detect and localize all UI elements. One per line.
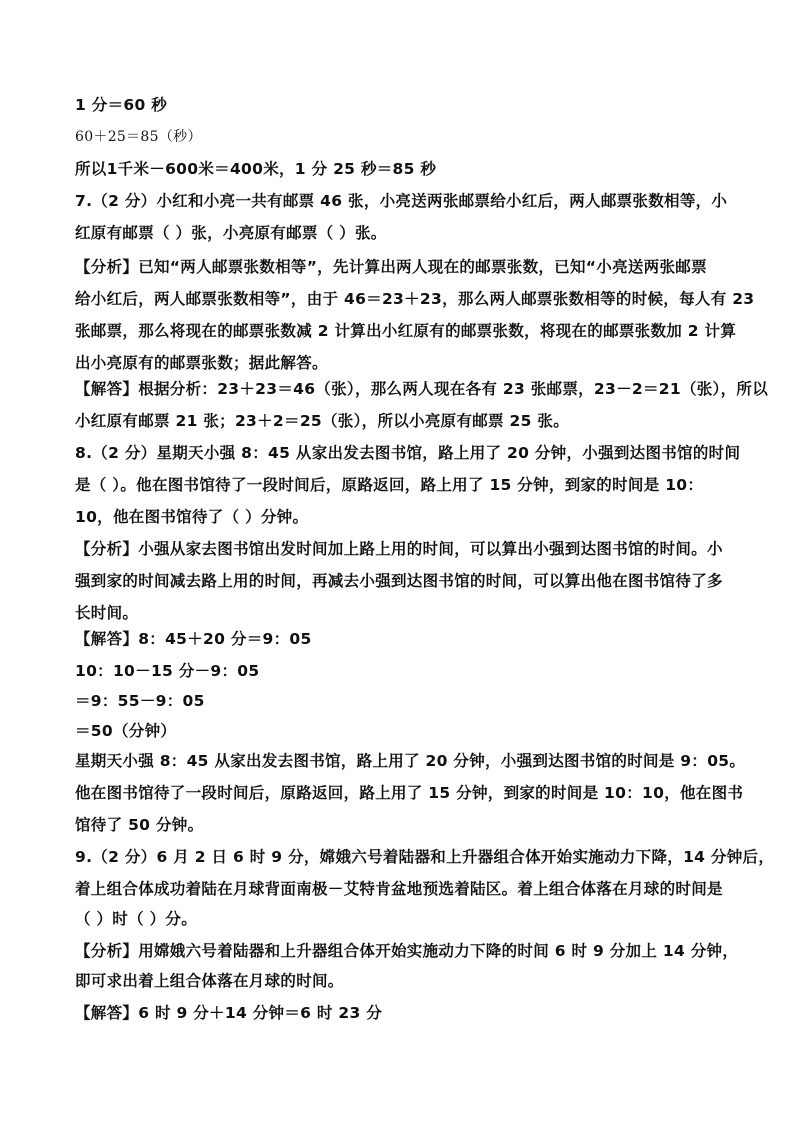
question-9-line: 9.（2 分）6 月 2 日 6 时 9 分，嫦娥六号着陆器和上升器组合体开始实施动力下降，14 分钟后， [75,848,775,866]
calculation-line: 10：10－15 分－9：05 [75,662,260,680]
equation-line: 60＋25＝85（秒） [75,129,202,145]
answer-line: 小红原有邮票 21 张；23＋2＝25（张），所以小亮原有邮票 25 张。 [75,412,570,430]
answer-line: 馆待了 50 分钟。 [75,816,204,834]
question-7-line: 红原有邮票（ ）张，小亮原有邮票（ ）张。 [75,224,387,242]
analysis-line: 【分析】用嫦娥六号着陆器和上升器组合体开始实施动力下降的时间 6 时 9 分加上 14 分钟， [75,942,739,960]
text-line: 1 分＝60 秒 [75,96,168,114]
question-8-line: 10，他在图书馆待了（ ）分钟。 [75,508,309,526]
analysis-line: 【分析】已知“两人邮票张数相等”，先计算出两人现在的邮票张数，已知“小亮送两张邮票 [75,258,707,276]
question-8-line: 是（ ）。他在图书馆待了一段时间后，原路返回，路上用了 15 分钟，到家的时间是 10： [75,476,704,494]
answer-line: 【解答】6 时 9 分＋14 分钟＝6 时 23 分 [75,1004,383,1022]
answer-line: 他在图书馆待了一段时间后，原路返回，路上用了 15 分钟，到家的时间是 10：10，他在图书 [75,784,744,802]
calculation-line: ＝9：55－9：05 [75,692,205,710]
calculation-line: ＝50（分钟） [75,722,177,740]
analysis-line: 张邮票，那么将现在的邮票张数减 2 计算出小红原有的邮票张数，将现在的邮票张数加 2 计算 [75,322,737,340]
analysis-line: 给小红后，两人邮票张数相等”，由于 46＝23＋23，那么两人邮票张数相等的时候，每人有 23 [75,290,755,308]
question-9-line: 着上组合体成功着陆在月球背面南极－艾特肯盆地预选着陆区。着上组合体落在月球的时间是 [75,880,723,898]
analysis-line: 【分析】小强从家去图书馆出发时间加上路上用的时间，可以算出小强到达图书馆的时间。小 [75,540,723,558]
analysis-line: 强到家的时间减去路上用的时间，再减去小强到达图书馆的时间，可以算出他在图书馆待了多 [75,572,723,590]
text-line: 所以1千米－600米＝400米，1 分 25 秒＝85 秒 [75,160,437,178]
answer-line: 【解答】8：45＋20 分＝9：05 [75,630,312,648]
question-7-line: 7.（2 分）小红和小亮一共有邮票 46 张，小亮送两张邮票给小红后，两人邮票张数相等，小 [75,192,728,210]
analysis-line: 出小亮原有的邮票张数；据此解答。 [75,354,328,372]
question-8-line: 8.（2 分）星期天小强 8：45 从家出发去图书馆，路上用了 20 分钟，小强到达图书馆的时间 [75,444,741,462]
answer-line: 【解答】根据分析：23＋23＝46（张），那么两人现在各有 23 张邮票，23－2＝21（张），所以 [75,380,768,398]
answer-line: 星期天小强 8：45 从家出发去图书馆，路上用了 20 分钟，小强到达图书馆的时间是 9：05。 [75,752,746,770]
analysis-line: 长时间。 [75,604,139,622]
analysis-line: 即可求出着上组合体落在月球的时间。 [75,972,344,990]
question-9-line: （ ）时（ ）分。 [75,910,197,928]
